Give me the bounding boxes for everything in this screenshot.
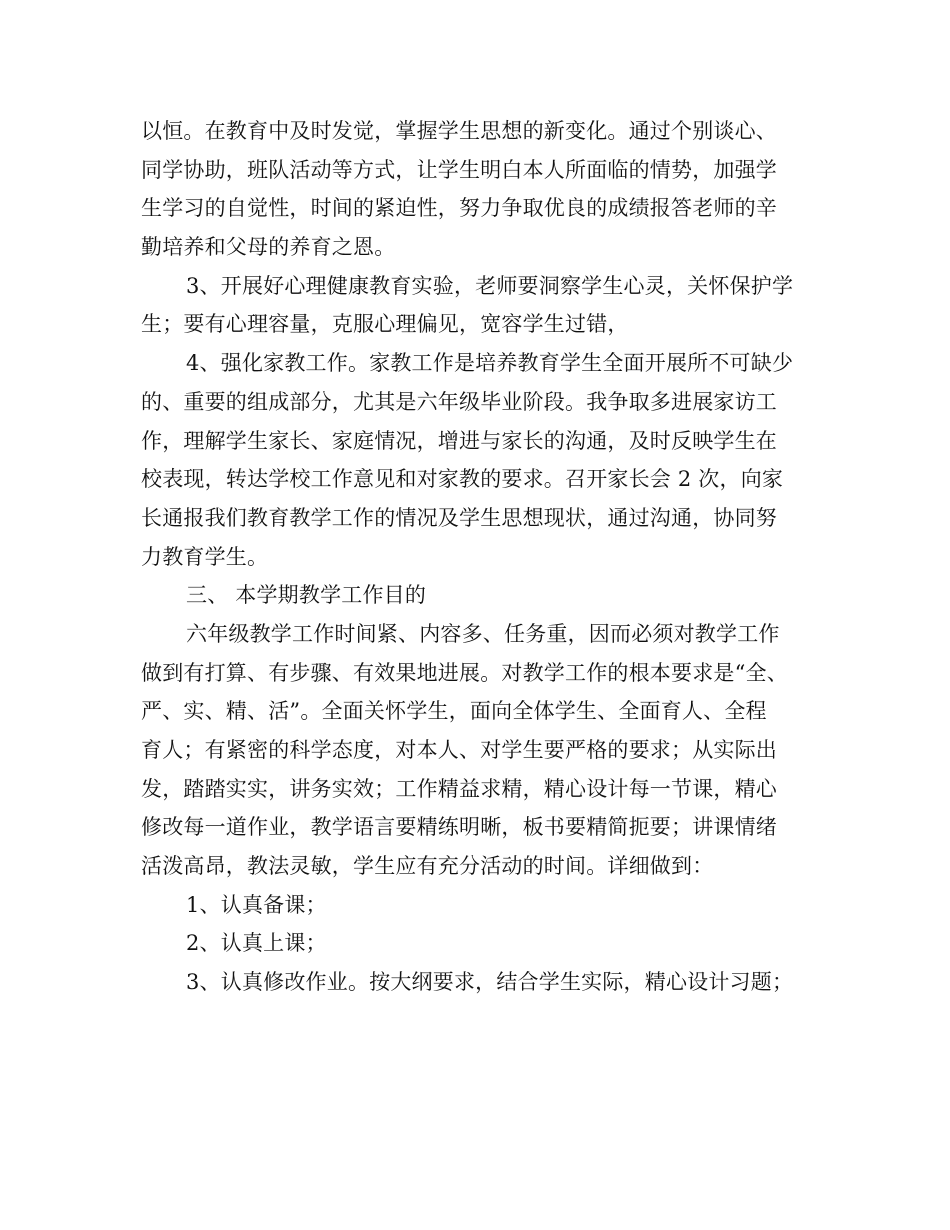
- text-line: 育人；有紧密的科学态度，对本人、对学生要严格的要求；从实际出: [141, 738, 777, 762]
- text-line: 长通报我们教育教学工作的情况及学生思想现状，通过沟通，协同努: [141, 505, 777, 530]
- text-line: 生；要有心理容量，克服心理偏见，宽容学生过错，: [141, 312, 629, 337]
- text-line: 3、开展好心理健康教育实验，老师要洞察学生心灵，关怀保护学: [186, 273, 794, 298]
- text-line: 严、实、精、活”。全面关怀学生，面向全体学生、全面育人、全程: [141, 699, 767, 724]
- text-line: 校表现，转达学校工作意见和对家教的要求。召开家长会 2 次，向家: [141, 467, 784, 492]
- document-body: [141, 112, 809, 1002]
- text-line: 作，理解学生家长、家庭情况，增进与家长的沟通，及时反映学生在: [141, 428, 777, 453]
- text-line: 力教育学生。: [141, 544, 269, 569]
- text-line: 以恒。在教育中及时发觉，掌握学生思想的新变化。通过个别谈心、: [141, 119, 777, 143]
- text-line: 三、 本学期教学工作目的: [186, 583, 427, 608]
- text-line: 活泼高昂，教法灵敏，学生应有充分活动的时间。详细做到：: [141, 854, 714, 879]
- text-line: 发，踏踏实实，讲务实效；工作精益求精，精心设计每一节课，精心: [141, 776, 777, 801]
- text-line: 生学习的自觉性，时间的紧迫性，努力争取优良的成绩报答老师的辛: [141, 196, 777, 221]
- text-line: 4、强化家教工作。家教工作是培养教育学生全面开展所不可缺少: [186, 351, 794, 376]
- text-line: 1、认真备课；: [186, 892, 327, 917]
- text-line: 同学协助，班队活动等方式，让学生明白本人所面临的情势，加强学: [141, 157, 777, 182]
- text-line: 修改每一道作业，教学语言要精练明晰，板书要精简扼要；讲课情绪: [141, 815, 777, 840]
- text-line: 做到有打算、有步骤、有效果地进展。对教学工作的根本要求是“全、: [141, 660, 788, 685]
- text-line: 勤培养和父母的养育之恩。: [141, 235, 396, 260]
- text-line: 2、认真上课；: [186, 931, 327, 956]
- text-line: 六年级教学工作时间紧、内容多、任务重，因而必须对教学工作: [186, 621, 780, 646]
- text-line: 的、重要的组成部分，尤其是六年级毕业阶段。我争取多进展家访工: [141, 389, 777, 414]
- text-line: 3、认真修改作业。按大纲要求，结合学生实际，精心设计习题；: [186, 970, 794, 995]
